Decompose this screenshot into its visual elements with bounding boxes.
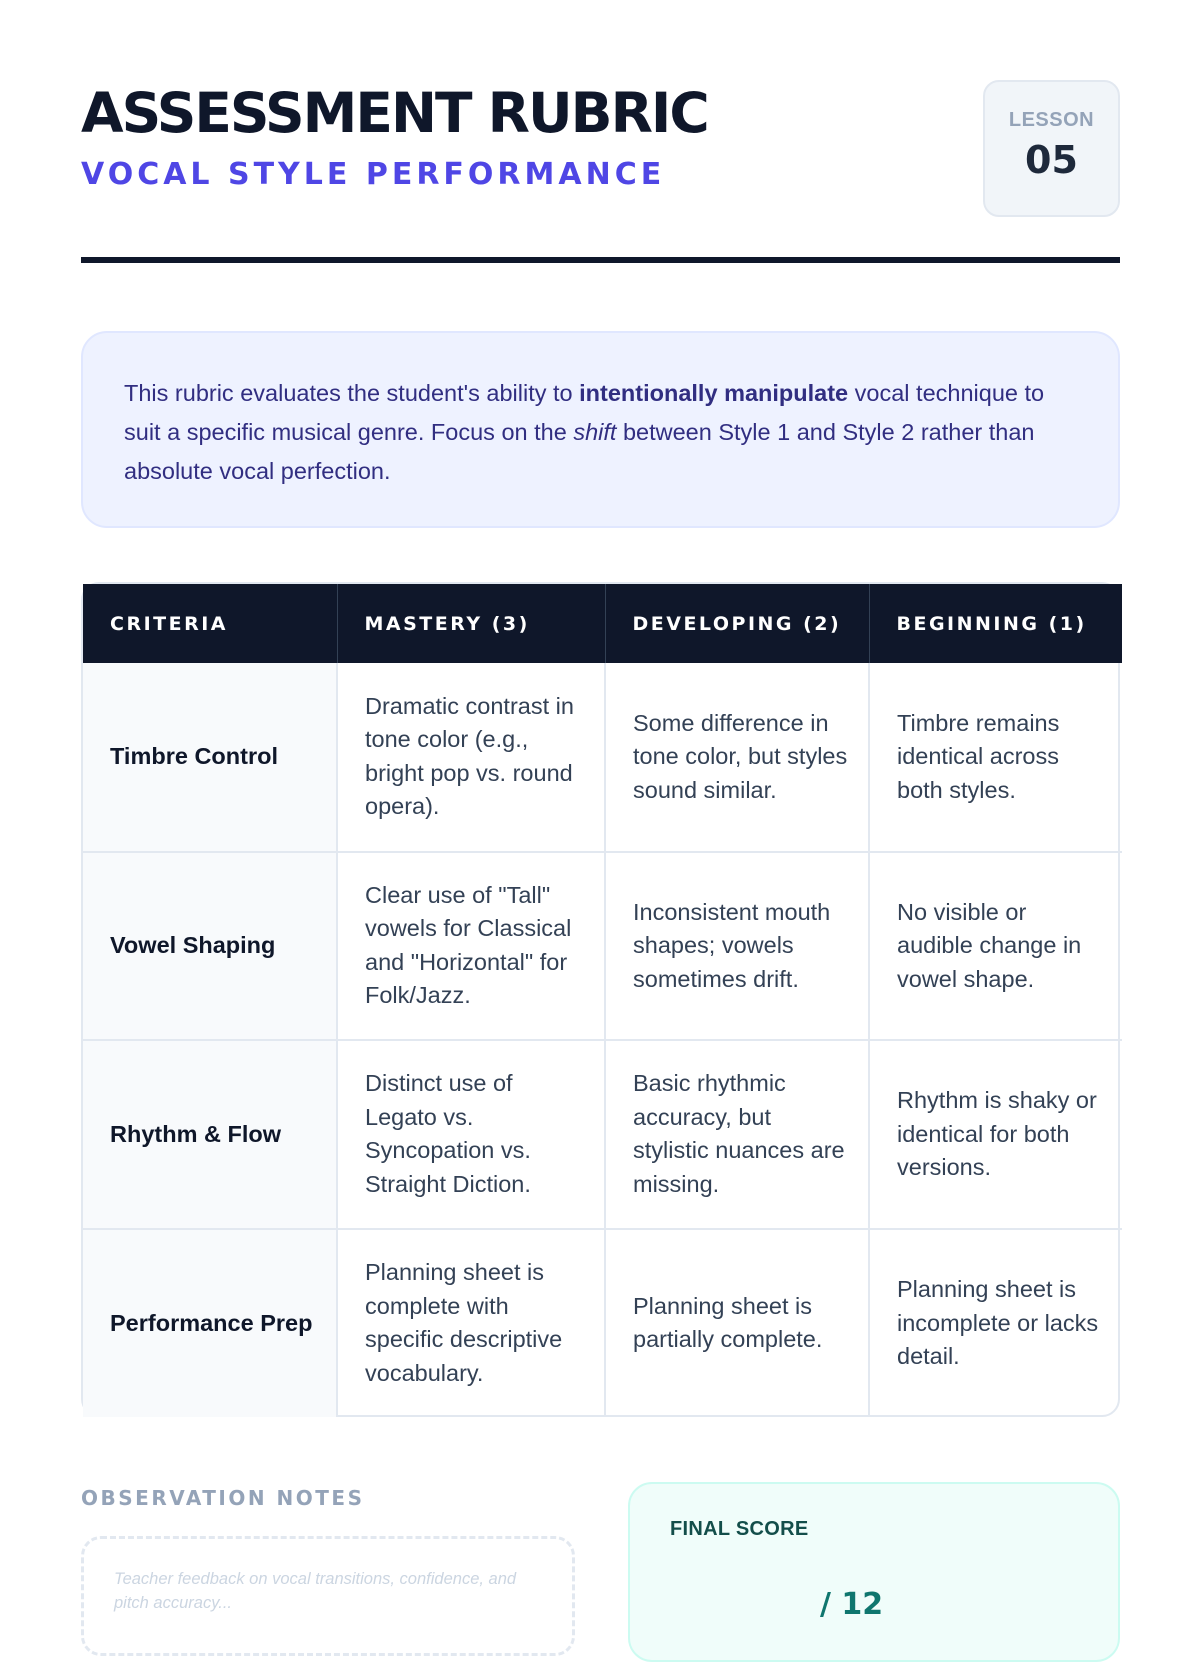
table-row — [83, 1229, 1122, 1418]
table-row — [83, 663, 1122, 852]
mastery-cell: Distinct use of Legato vs. Syncopation vs. Straight Diction. — [337, 1040, 605, 1229]
beginning-cell: Planning sheet is incomplete or lacks detail. — [897, 1276, 1099, 1369]
developing-cell: Inconsistent mouth shapes; vowels sometimes drift. — [605, 852, 869, 1041]
mastery-cell: Dramatic contrast in tone color (e.g., bright pop vs. round opera). — [337, 663, 605, 852]
final-score-label: FINAL SCORE — [670, 1518, 809, 1540]
beginning-cell: Rhythm is shaky or identical for both versions. — [869, 1040, 1122, 1229]
observation-notes-placeholder: Teacher feedback on vocal transitions, confidence, and pitch accuracy... — [114, 1570, 517, 1612]
table-row — [83, 852, 1122, 1041]
page-title: ASSESSMENT RUBRIC — [81, 81, 708, 145]
developing-cell: Planning sheet is partially complete. — [605, 1229, 869, 1418]
mastery-cell: Clear use of "Tall" vowels for Classical and "Horizontal" for Folk/Jazz. — [337, 852, 605, 1041]
column-header-criteria: CRITERIA — [83, 584, 337, 663]
criterion-cell: Performance Prep — [83, 1229, 337, 1418]
rubric-table — [83, 584, 1122, 1417]
final-score-card — [628, 1482, 1120, 1662]
column-header-beginning: BEGINNING (1) — [869, 584, 1122, 663]
criterion-cell: Timbre Control — [83, 663, 337, 852]
column-header-mastery: MASTERY (3) — [337, 584, 605, 663]
header-divider — [81, 257, 1120, 263]
page-header — [81, 80, 1120, 217]
column-header-developing: DEVELOPING (2) — [605, 584, 869, 663]
beginning-cell: Timbre remains identical across both styles. — [869, 663, 1122, 852]
developing-cell: Basic rhythmic accuracy, but stylistic nuances are missing. — [605, 1040, 869, 1229]
rubric-header-row — [83, 584, 1122, 663]
intro-text-italic: shift — [573, 419, 617, 445]
criterion-cell: Vowel Shaping — [83, 852, 337, 1041]
lesson-badge — [983, 80, 1120, 217]
beginning-cell: No visible or audible change in vowel shape. — [869, 852, 1122, 1041]
observation-notes-label: OBSERVATION NOTES — [81, 1486, 365, 1510]
intro-text-part2: vocal technique to suit a specific musical genre. Focus on the — [124, 380, 1045, 445]
rubric-table-container — [81, 582, 1120, 1417]
lesson-number: 05 — [1025, 138, 1078, 182]
intro-text-bold: intentionally manipulate — [579, 380, 849, 406]
intro-text-part1: This rubric evaluates the student's ability to — [124, 380, 580, 406]
mastery-cell: Planning sheet is complete with specific descriptive vocabulary. — [337, 1229, 605, 1418]
observation-notes-field[interactable] — [81, 1536, 575, 1656]
final-score-value[interactable]: / 12 — [820, 1587, 884, 1622]
lesson-label: LESSON — [1008, 109, 1095, 131]
page-subtitle: VOCAL STYLE PERFORMANCE — [81, 157, 666, 192]
criterion-cell: Rhythm & Flow — [83, 1040, 337, 1229]
table-row — [83, 1040, 1122, 1229]
developing-cell: Some difference in tone color, but styles sound similar. — [605, 663, 869, 852]
intro-text-part3: between Style 1 and Style 2 rather than absolute vocal perfection. — [124, 419, 1035, 484]
intro-callout — [81, 331, 1120, 528]
